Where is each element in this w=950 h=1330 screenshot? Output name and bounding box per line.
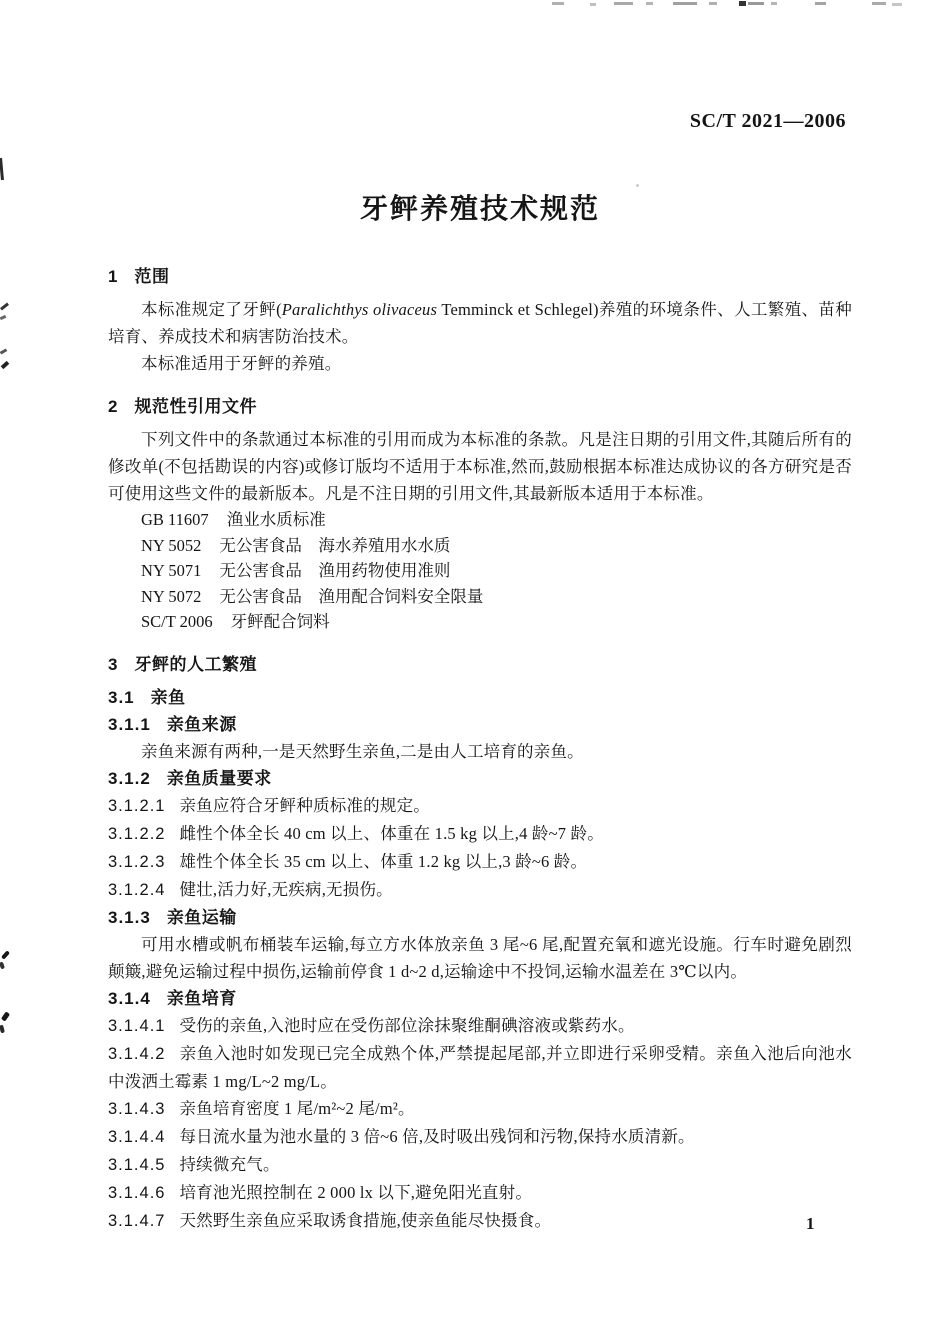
heading-1 [108,263,852,290]
scan-artifact [636,184,639,187]
standard-code: SC/T 2021—2006 [689,110,846,132]
clause-3-1-4-7 [108,1207,852,1235]
clause-3-1-4-4 [108,1123,852,1151]
reference-code: GB 11607 [141,510,209,529]
heading-number: 3 [108,654,119,674]
heading-label: 牙鲆的人工繁殖 [134,654,257,674]
clause-number: 3.1.2.3 [108,852,166,871]
heading-number: 2 [108,397,119,416]
heading-label: 亲鱼 [150,687,186,707]
reference-code: NY 5071 [141,561,202,580]
clause-3-1-4-6 [108,1179,852,1207]
clause-number: 3.1.4.4 [108,1127,166,1146]
clause-3-1-2-1 [108,792,852,820]
scan-artifact [590,3,596,6]
reference-code: NY 5052 [141,535,202,555]
clause-number: 3.1.2.2 [108,824,166,843]
clause-3-1-4-3 [108,1095,852,1123]
heading-label: 亲鱼质量要求 [166,768,272,788]
scan-artifact [673,2,697,5]
clause-3-1-2-2 [108,820,852,848]
clause-number: 3.1.4.1 [108,1016,166,1035]
clause-3-1-2-3 [108,848,852,876]
scan-artifact [646,2,653,5]
heading-number: 3.1.1 [108,714,151,734]
clause-3-1-4-5 [108,1151,852,1179]
heading-number: 3.1.3 [108,907,151,927]
clause-text: 亲鱼应符合牙鲆种质标准的规定。 [179,795,430,815]
reference-title: 牙鲆配合饲料 [230,612,330,631]
clause-text: 每日流水量为池水量的 3 倍~6 倍,及时吸出残饲和污物,保持水质清新。 [179,1126,695,1146]
heading-3-1 [108,684,852,711]
paragraph: 本标准适用于牙鲆的养殖。 [141,354,342,373]
heading-number: 3.1.4 [108,988,151,1008]
scan-artifact [748,2,764,5]
clause-number: 3.1.4.3 [108,1099,166,1118]
clause-text: 培育池光照控制在 2 000 lx 以下,避免阳光直射。 [179,1182,533,1202]
paragraph: 亲鱼来源有两种,一是天然野生亲鱼,二是由人工培育的亲鱼。 [141,741,584,761]
reference-code: NY 5072 [141,586,202,606]
reference-code: SC/T 2006 [141,612,213,631]
clause-number: 3.1.4.7 [108,1211,166,1230]
heading-number: 3.1.2 [108,768,151,788]
clause-text: 受伤的亲鱼,入池时应在受伤部位涂抹聚维酮碘溶液或紫药水。 [179,1015,635,1035]
clause-number: 3.1.4.6 [108,1183,166,1202]
scan-artifact [892,3,902,6]
heading-label: 规范性引用文件 [134,397,257,416]
paragraph: 下列文件中的条款通过本标准的引用而成为本标准的条款。凡是注日期的引用文件,其随后所有的修改单(不包括勘误的内容)或修订版均不适用于本标准,然而,鼓励根据本标准达成协议的各方研究是否可使用这些文件的最新版本。凡是不注日期的引用文件,其最新版本适用于本标准。 [108,430,852,503]
reference-title: 无公害食品 海水养殖用水水质 [219,535,451,555]
clause-number: 3.1.2.4 [108,880,166,899]
clause-text: 持续微充气。 [179,1154,280,1174]
clause-3-1-4-2 [108,1040,852,1095]
clause-text: 亲鱼培育密度 1 尾/m²~2 尾/m²。 [179,1098,415,1118]
reference-title: 渔业水质标准 [226,510,326,529]
scan-artifact [709,2,717,5]
reference-item [108,558,852,584]
reference-item [108,507,852,533]
clause-text: 亲鱼入池时如发现已完全成熟个体,严禁提起尾部,并立即进行采卵受精。亲鱼入池后向池水中泼洒土霉素 1 mg/L~2 mg/L。 [108,1043,852,1091]
clause-number: 3.1.2.1 [108,796,166,815]
clause-text: 健壮,活力好,无疾病,无损伤。 [179,879,393,899]
page-content [0,108,950,1235]
scan-artifact [771,2,777,5]
heading-label: 亲鱼培育 [166,988,237,1008]
heading-label: 亲鱼来源 [166,714,237,734]
heading-3 [108,651,852,678]
scan-artifact [552,2,564,5]
heading-label: 亲鱼运输 [166,907,237,927]
reference-title: 无公害食品 渔用配合饲料安全限量 [219,586,484,606]
scan-artifact [614,2,633,5]
clause-text: 雄性个体全长 35 cm 以上、体重 1.2 kg 以上,3 龄~6 龄。 [179,851,588,871]
scan-artifact [872,2,886,5]
paragraph: 可用水槽或帆布桶装车运输,每立方水体放亲鱼 3 尾~6 尾,配置充氧和遮光设施。行车时避免剧烈颠簸,避免运输过程中损伤,运输前停食 1 d~2 d,运输途中不投饲,运输水温差在 3℃以内。 [108,934,852,981]
heading-3-1-3 [108,904,852,931]
heading-3-1-4 [108,985,852,1012]
page-title: 牙鲆养殖技术规范 [359,193,600,224]
heading-2 [108,393,852,420]
reference-item [108,609,852,635]
heading-number: 3.1 [108,687,135,707]
heading-number: 1 [108,267,119,286]
scan-artifact [739,1,746,6]
clause-text: 雌性个体全长 40 cm 以上、体重在 1.5 kg 以上,4 龄~7 龄。 [179,823,604,843]
page-number: 1 [806,1214,815,1233]
reference-item [108,533,852,559]
reference-item [108,584,852,610]
document-body [108,263,852,1235]
clause-3-1-4-1 [108,1012,852,1040]
clause-text: 天然野生亲鱼应采取诱食措施,使亲鱼能尽快摄食。 [179,1210,552,1230]
clause-3-1-2-4 [108,876,852,904]
heading-3-1-2 [108,765,852,792]
clause-number: 3.1.4.2 [108,1044,166,1063]
clause-number: 3.1.4.5 [108,1155,166,1174]
heading-3-1-1 [108,711,852,738]
scan-artifact [815,2,826,5]
heading-label: 范围 [134,267,170,286]
reference-title: 无公害食品 渔用药物使用准则 [219,561,451,580]
paragraph: 本标准规定了牙鲆(Paralichthys olivaceus Temminck et Schlegel)养殖的环境条件、人工繁殖、苗种培育、养成技术和病害防治技术。 [108,300,852,346]
